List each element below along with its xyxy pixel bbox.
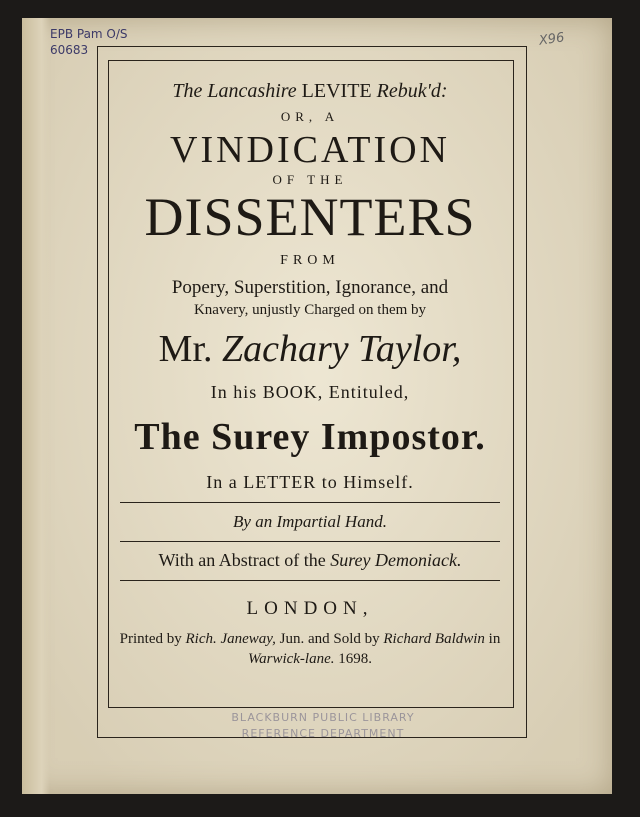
title-letter: In a LETTER to Himself. [206,472,414,492]
stamp-line-1: BLACKBURN PUBLIC LIBRARY [231,711,415,724]
title-charges-line-1: Popery, Superstition, Ignorance, and [171,277,449,298]
abstract-pre: With an Abstract of the [158,550,326,570]
title-from: FROM [280,253,340,268]
imprint-printed-by: Printed by [119,631,182,647]
title-page-text [112,76,508,669]
author-prefix: Mr. [158,328,213,370]
title-book-entituled: In his BOOK, Entituled, [210,382,410,402]
imprint-year: 1698. [338,651,372,667]
library-stamp [207,711,439,740]
title-line-or: OR, A [280,109,340,124]
title-surey-impostor: The Surey Impostor. [134,416,486,458]
imprint-sold-by: Jun. and Sold by [279,631,380,647]
shelfmark-line-2: 60683 [50,43,89,57]
title-abstract [112,548,508,572]
shelfmark-line-1: EPB Pam O/S [50,27,128,41]
imprint-place: LONDON, [246,598,374,619]
title-impartial-hand: By an Impartial Hand. [233,512,387,531]
imprint-seller: Richard Baldwin [383,631,485,647]
title-line-1 [112,78,508,104]
stamp-line-2: REFERENCE DEPARTMENT [241,727,405,740]
title-charges-line-2: Knavery, unjustly Charged on them by [193,302,427,318]
title-vindication: VINDICATION [170,129,450,171]
title-of-the: OF THE [272,172,348,187]
corner-note: X96 [537,30,565,49]
imprint-printer: Rich. Janeway, [185,631,276,647]
title-line-1-caps: LEVITE [301,80,372,102]
binding-edge [22,18,50,794]
title-author-name [112,326,508,372]
imprint [112,629,508,669]
title-page-sheet [22,18,612,794]
author-name: Zachary Taylor, [222,328,462,370]
title-line-1-post: Rebuk'd: [376,80,448,102]
title-line-1-pre: The Lancashire [172,80,297,102]
rule-3 [120,580,500,581]
rule-2 [120,541,500,542]
abstract-title: Surey Demoniack. [330,550,462,570]
imprint-in: in [488,631,501,647]
title-dissenters: DISSENTERS [144,187,476,247]
imprint-street: Warwick-lane. [247,651,335,667]
rule-1 [120,502,500,503]
